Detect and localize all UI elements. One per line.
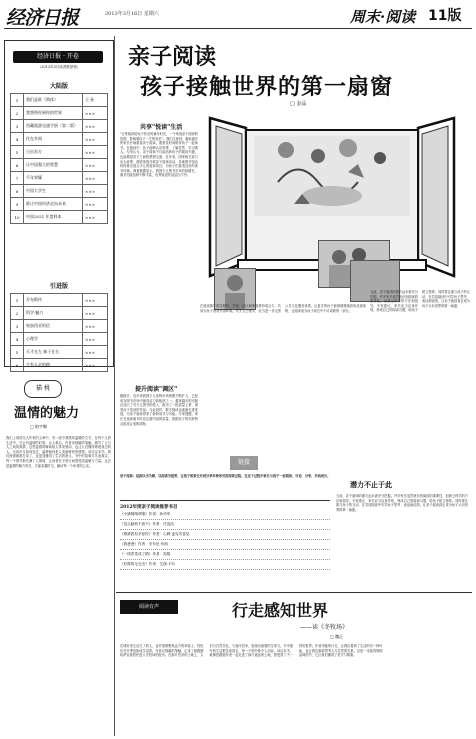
rank-author: ××× <box>83 346 108 359</box>
rank-rank: 6 <box>11 159 24 172</box>
bestseller-banner-text: 经济日报 · 开卷 <box>37 53 79 60</box>
feature-headline-2: 孩子接触世界的第一扇窗 <box>140 74 394 100</box>
masthead-section: 周末·阅读 <box>350 8 416 26</box>
rank-author: ××× <box>83 198 108 211</box>
rank-author: ××× <box>83 185 108 198</box>
essay-title: 温情的魅力 <box>14 406 80 421</box>
bottom-byline: □ 魏正 <box>330 634 344 639</box>
essay-text: 我们上周读完大作家的文章中，有一段令我感到温暖的文字。在每个人的生活中，总会有温情的时刻，让人难忘。作者用细腻的笔触，描写了人与人之间的真情，这些温情的瞬间给人带来感动，也让人们懂得珍惜身边的人。无论岁月如何变迁，温情始终是人类最珍贵的情感。读完这本书，我们深深地被打动了，也更加懂得了生活的意义。书中的故事平凡而真实，每一个细节都充满了人情味，让读者在字里行间感受到温暖与力量。这正是温情的魅力所在，它能穿越时空，触动每一个读者的心灵。 <box>6 436 111 468</box>
rank-row <box>11 146 108 159</box>
rank-row <box>11 294 108 307</box>
masthead-page: 11版 <box>428 8 462 24</box>
child-photo-icon <box>215 269 255 309</box>
feature-headline-1: 亲子阅读 <box>128 44 217 70</box>
recommend-list-item: 《猜猜我有多爱你》作者：山姆·麦克布雷尼 <box>120 530 330 540</box>
essay-badge-text: 猫 桃 <box>36 385 50 392</box>
rank-title: 少有人走的路 <box>24 359 83 372</box>
rank-row <box>11 94 108 107</box>
list2-title: 引进版 <box>49 283 68 290</box>
rank-author: ××× <box>83 172 108 185</box>
rank-row <box>11 120 108 133</box>
list1-title: 大陆版 <box>49 83 68 90</box>
feature-text-b: 据统计，近年来我国少儿读物市场规模不断扩大，已经成为图书市场中最具活力的板块之一。越来越多的出版社加大了对少儿图书的投入，推出了一批质量上乘、深受孩子喜爱的作品。与此同时，数字阅读也逐渐走进家庭，为亲子阅读带来了新的形式与可能。专家提醒，家长在选择童书时应注重内容的质量，根据孩子的年龄特点挑选合适的读物。 <box>120 394 198 426</box>
rank-author: ××× <box>83 320 108 333</box>
rank-rank: 1 <box>11 94 24 107</box>
rank-title: 中国大学生 <box>24 185 83 198</box>
rank-author: ××× <box>83 146 108 159</box>
rank-rank: 3 <box>11 320 24 333</box>
rank-author: ××× <box>83 211 108 224</box>
rank-row <box>11 211 108 224</box>
rank-rank: 3 <box>11 120 24 133</box>
rank-title: 让中国强大的智慧 <box>24 159 83 172</box>
bottom-subhead: ——读《冬牧场》 <box>300 624 349 631</box>
rank-rank: 4 <box>11 133 24 146</box>
rank-title: 乔布斯传 <box>24 294 83 307</box>
list2-table <box>10 293 108 372</box>
bottom-badge-text: 阅读有声 <box>138 604 159 610</box>
bottom-headline: 行走感知世界 <box>232 601 329 620</box>
rank-rank: 7 <box>11 172 24 185</box>
rank-rank: 9 <box>11 198 24 211</box>
bestseller-banner <box>13 51 103 63</box>
recommend-list-item: 《我爸爸》作者：安东尼·布朗 <box>120 540 330 550</box>
rank-author: 王·孙 <box>83 94 108 107</box>
rank-title: 日出东方 <box>24 146 83 159</box>
rank-title: 我们是谁（简体） <box>24 94 83 107</box>
rank-title: 住在乡间 <box>24 133 83 146</box>
masthead <box>0 0 476 30</box>
recommend-list-item: 《一园青菜成了精》作者：周翔 <box>120 550 330 560</box>
link-text: 亲子阅读：是指以书为媒，以阅读为纽带，让孩子和家长共同分享多种形式的阅读过程。在这个过程中家长与孩子一起阅读、讨论、分享，共同成长。 <box>120 474 331 478</box>
feature-text-c: 在阅读推广的过程中，学校、社区和家庭要形成合力，共同为孩子营造书香环境。有关人士表示，应当进一步完善公共文化服务体系，让更多的孩子能够便捷地获取优质读物，让阅读成为孩子成长中不可或缺的一部分。 <box>200 304 366 313</box>
recommend-list-item: 《小猪唏哩呼噜》作者：孙幼军 <box>120 510 330 520</box>
link-label <box>230 456 258 470</box>
recommend-list-item: 《没头脑和不高兴》作者：任溶溶 <box>120 520 330 530</box>
recommend-list-item: 《好饿的毛毛虫》作者：艾瑞·卡尔 <box>120 560 330 570</box>
rank-rank: 2 <box>11 107 24 120</box>
subhead-potential: 潜力不止于此 <box>350 480 392 489</box>
rank-row <box>11 133 108 146</box>
feature-text-a: "日常阅读给孩子快乐的童年时光，一个家庭亲子阅读的氛围，影响着孩子一生的成长"。我们注意到，越来越多的家长开始重视亲子阅读，愿意花时间陪伴孩子一起读书。在阅读中，孩子能够认识世界、了解自然、学习做人。专家认为，亲子阅读不仅能培养孩子的阅读兴趣，还能增进亲子之间的感情交流。近年来，国家相关部门出台政策，鼓励家庭开展亲子阅读活动，各地图书馆也纷纷推出适合少儿的阅读项目，为孩子们营造良好的读书环境。调查数据显示，我国少儿图书市场持续增长，童书出版品种不断丰富，优秀原创作品层出不穷。 <box>120 132 198 178</box>
rank-title: 致加西亚的信 <box>24 320 83 333</box>
feature-text-d2: 当前，亲子阅读的潜力远未被充分挖掘。许多家长虽然意识到阅读的重要性，但缺乏科学的方法和指导。专家建议，家长应当以身作则，养成自己的阅读习惯，给孩子树立榜样。同时要注重与孩子的互动，在共同阅读中引导孩子思考、表达和创造，让亲子阅读真正成为孩子认识世界的第一扇窗。 <box>336 494 468 512</box>
rank-row <box>11 359 108 372</box>
bottom-badge <box>120 600 178 614</box>
rank-row <box>11 172 108 185</box>
essay-author: □ 柏宇琳 <box>30 424 48 429</box>
rank-title: 谁让中国经济走向未来 <box>24 198 83 211</box>
rank-title: 心理学 <box>24 333 83 346</box>
recommend-list-title: 2012年度亲子阅读推荐书目 <box>120 505 178 510</box>
rank-row <box>11 307 108 320</box>
subhead-improve: 提升阅读"调区" <box>135 386 178 393</box>
rank-title: 我想带你到你的世界 <box>24 107 83 120</box>
feature-text-d: 当前，亲子阅读的潜力远未被充分挖掘。许多家长虽然意识到阅读的重要性，但缺乏科学的方法和指导。专家建议，家长应当以身作则，养成自己的阅读习惯，给孩子树立榜样。同时要注重与孩子的互动，在共同阅读中引导孩子思考、表达和创造，让亲子阅读真正成为孩子认识世界的第一扇窗。 <box>370 290 470 313</box>
rank-title: 中国2021 年度样本 <box>24 211 83 224</box>
rank-rank: 4 <box>11 333 24 346</box>
bestseller-banner-sub: （2013年3月读者推荐榜） <box>37 65 81 69</box>
rank-title: 千年荣耀 <box>24 172 83 185</box>
rank-author: ××× <box>83 120 108 133</box>
list1-table <box>10 93 108 224</box>
rank-author: ××× <box>83 359 108 372</box>
rank-rank: 8 <box>11 185 24 198</box>
rank-author: ××× <box>83 133 108 146</box>
rank-row <box>11 185 108 198</box>
recommend-list <box>120 500 330 589</box>
rank-rank: 2 <box>11 307 24 320</box>
rank-row <box>11 107 108 120</box>
essay-badge <box>24 380 62 398</box>
rank-row <box>11 320 108 333</box>
recommend-list-items <box>120 510 330 570</box>
masthead-date: 2013年3月16日 星期六 <box>105 11 159 17</box>
rank-author: ××× <box>83 107 108 120</box>
rank-row <box>11 159 108 172</box>
rank-title: 科学·魅力 <box>24 307 83 320</box>
feature-byline: □ 金品 <box>290 101 307 107</box>
rank-title: 西藏旅游交通手册（第二版） <box>24 120 83 133</box>
rank-author: ××× <box>83 294 108 307</box>
rank-rank: 1 <box>11 294 24 307</box>
rank-rank: 5 <box>11 346 24 359</box>
bestseller-panel <box>4 40 114 367</box>
rank-row <box>11 346 108 359</box>
link-label-text: 链接 <box>237 459 250 466</box>
rank-row <box>11 333 108 346</box>
subhead-share: 共享"悦读"生活 <box>140 124 183 131</box>
rank-author: ××× <box>83 333 108 346</box>
rank-rank: 10 <box>11 211 24 224</box>
rank-author: ××× <box>83 307 108 320</box>
rank-rank: 6 <box>11 359 24 372</box>
rank-author: ××× <box>83 159 108 172</box>
masthead-logo: 经济日报 <box>6 7 79 29</box>
rank-row <box>11 198 108 211</box>
rank-title: 天才在左 疯子在右 <box>24 346 83 359</box>
rank-rank: 5 <box>11 146 24 159</box>
bottom-text: 在城市里生活久了的人，也许很难想象远方的草原上，牧民们在冬季是如何生活的。作者以细腻的笔触，记录了她跟随哈萨克族牧民进入冬牧场的经历。在那片荒凉的土地上，人们与自然共处，与寒冷抗争，展现出顽强的生命力。书中描写的生活艰苦而真实，每一个细节都令人动容。读这本书，就像是跟随作者一起走进了那片遥远的土地，感受到了不一样的世界。作者用她的行走，让我们看到了生活的另一种可能，也让我们重新思考人与自然的关系。这是一本值得细细品味的书，它让我们懂得了坚守与尊重。 <box>120 644 383 658</box>
